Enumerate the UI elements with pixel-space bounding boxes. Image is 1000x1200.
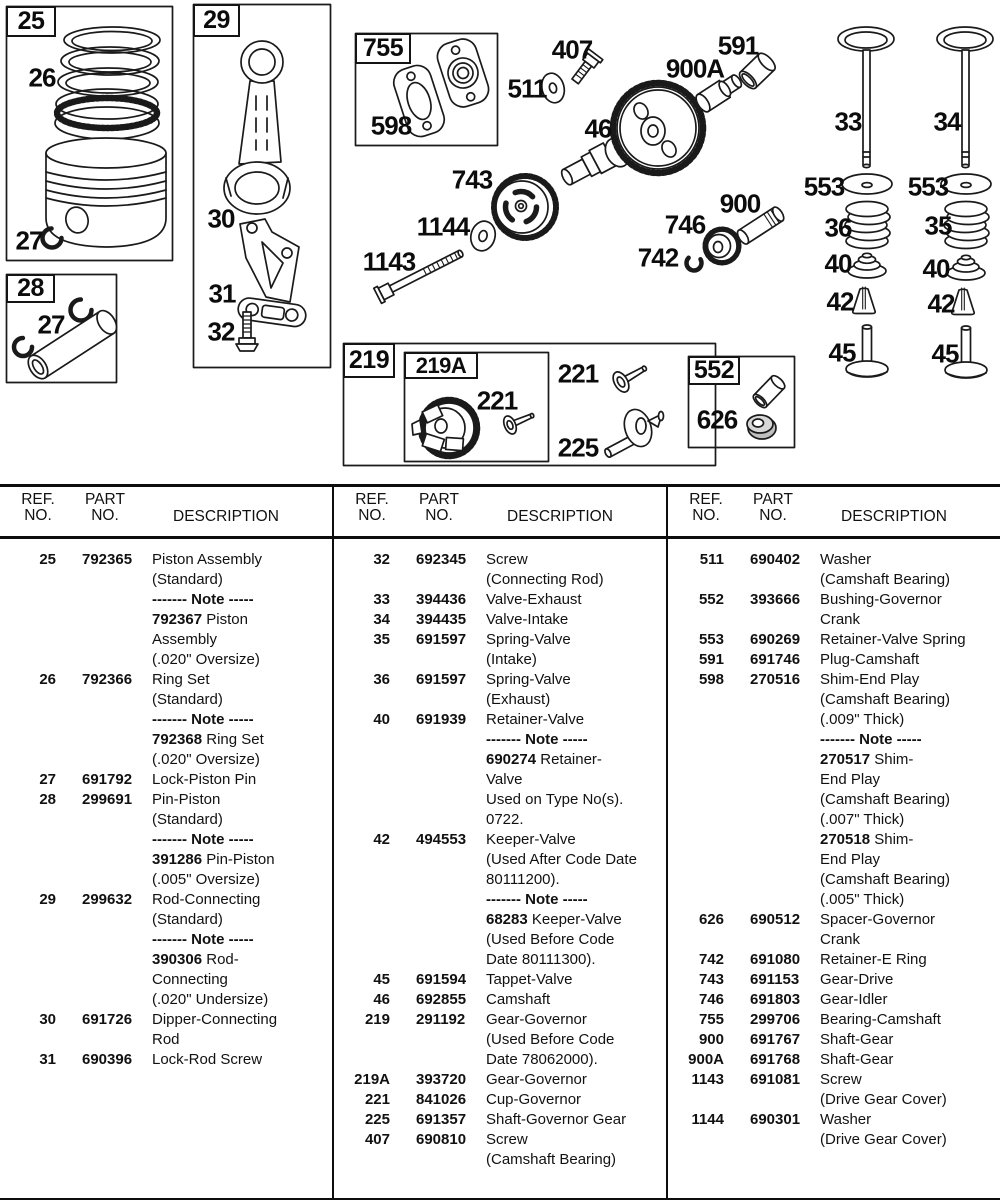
callout-31: 31 — [208, 278, 236, 309]
table-row-900A — [668, 1050, 1000, 1070]
table-row-598 — [668, 670, 1000, 910]
callout-591: 591 — [717, 30, 759, 61]
table-row-511 — [668, 550, 1000, 590]
ref-no: 219 — [364, 1011, 390, 1028]
table-row-33 — [334, 590, 666, 610]
ref-no: 28 — [39, 791, 56, 808]
table-row-742 — [668, 950, 1000, 970]
description: Ring Set (Standard) ------- Note ----- 792368 Ring Set (.020" Oversize) — [152, 671, 264, 768]
table-row-35 — [334, 630, 666, 670]
callout-743: 743 — [451, 164, 493, 195]
table-row-219A — [334, 1070, 666, 1090]
part-no: 691594 — [416, 971, 467, 988]
callout-407: 407 — [551, 34, 593, 65]
ref-no: 553 — [698, 631, 724, 648]
table-header — [0, 487, 332, 539]
header-part-no: PART NO. — [753, 491, 793, 524]
part-no: 691597 — [416, 631, 467, 648]
callout-40: 40 — [922, 253, 950, 284]
part-no: 690810 — [416, 1131, 467, 1148]
table-row-552 — [668, 590, 1000, 630]
callout-1143: 1143 — [362, 246, 416, 277]
callout-511: 511 — [507, 73, 547, 104]
part-no: 690402 — [750, 551, 801, 568]
part-no: 692855 — [416, 991, 467, 1008]
header-part-no: PART NO. — [85, 491, 125, 524]
ref-no: 27 — [39, 771, 56, 788]
ref-no: 755 — [698, 1011, 724, 1028]
table-row-755 — [668, 1010, 1000, 1030]
description: Gear-Governor (Used Before Code Date 78062000). — [486, 1011, 615, 1068]
part-no: 691597 — [416, 671, 467, 688]
header-description: DESCRIPTION — [173, 508, 279, 525]
part-no: 691768 — [750, 1051, 801, 1068]
part-no: 394435 — [416, 611, 467, 628]
part-no: 494553 — [416, 831, 467, 848]
header-ref-no: REF. NO. — [21, 491, 55, 524]
part-no: 691792 — [82, 771, 133, 788]
callout-30: 30 — [207, 203, 235, 234]
ref-no: 743 — [698, 971, 724, 988]
header-description: DESCRIPTION — [507, 508, 613, 525]
callout-26: 26 — [28, 62, 56, 93]
table-row-27 — [0, 770, 332, 790]
part-no: 691767 — [750, 1031, 801, 1048]
part-no: 299632 — [82, 891, 133, 908]
ref-no: 746 — [698, 991, 724, 1008]
table-row-26 — [0, 670, 332, 770]
ref-no: 42 — [373, 831, 390, 848]
description: Washer (Camshaft Bearing) — [820, 551, 951, 588]
callout-746: 746 — [664, 209, 706, 240]
ref-no: 225 — [364, 1111, 390, 1128]
header-part-no: PART NO. — [419, 491, 459, 524]
description: Rod-Connecting (Standard) ------- Note ----- 390306 Rod- Connecting (.020" Undersize) — [152, 891, 269, 1008]
table-row-28 — [0, 790, 332, 890]
table-row-553 — [668, 630, 1000, 650]
part-no: 394436 — [416, 591, 467, 608]
description: Spring-Valve (Intake) — [486, 631, 571, 668]
ref-no: 626 — [698, 911, 724, 928]
parts-table — [0, 484, 1000, 1200]
callout-598: 598 — [370, 110, 412, 141]
description: Valve-Exhaust — [486, 591, 582, 608]
ref-chip-28: 28 — [6, 274, 55, 303]
ref-no: 900A — [688, 1051, 724, 1068]
table-row-42 — [334, 830, 666, 970]
ref-no: 31 — [39, 1051, 56, 1068]
ref-no: 40 — [373, 711, 390, 728]
description: Tappet-Valve — [486, 971, 573, 988]
table-body — [334, 539, 666, 1170]
description: Spring-Valve (Exhaust) — [486, 671, 571, 708]
callout-221: 221 — [557, 358, 599, 389]
table-column-1 — [0, 487, 332, 1198]
ref-no: 511 — [699, 551, 724, 568]
table-row-900 — [668, 1030, 1000, 1050]
part-no: 691803 — [750, 991, 801, 1008]
table-row-219 — [334, 1010, 666, 1070]
callout-36: 36 — [824, 212, 852, 243]
description: Shim-End Play (Camshaft Bearing) (.009" Thick) ------- Note ----- 270517 Shim- End Play (Camshaft Bearing) (.007" Thick) 270518 Shim- End Play (Camshaft Bearing) (.005" Thick) — [820, 671, 951, 908]
part-no: 792365 — [82, 551, 133, 568]
ref-no: 1143 — [691, 1071, 724, 1088]
description: Screw (Camshaft Bearing) — [486, 1131, 617, 1168]
callout-42: 42 — [826, 286, 854, 317]
table-row-36 — [334, 670, 666, 710]
table-column-3 — [666, 487, 1000, 1198]
table-row-31 — [0, 1050, 332, 1070]
description: Valve-Intake — [486, 611, 569, 628]
callout-27: 27 — [15, 225, 43, 256]
callout-900A: 900A — [665, 53, 725, 84]
part-no: 291192 — [416, 1011, 466, 1028]
ref-chip-219A: 219A — [404, 352, 478, 379]
part-no: 690269 — [750, 631, 801, 648]
header-ref-no: REF. NO. — [355, 491, 389, 524]
ref-no: 45 — [373, 971, 390, 988]
callout-626: 626 — [696, 404, 738, 435]
table-row-1143 — [668, 1070, 1000, 1110]
part-no: 393666 — [750, 591, 801, 608]
table-row-407 — [334, 1130, 666, 1170]
table-header — [668, 487, 1000, 539]
description: Cup-Governor — [486, 1091, 582, 1108]
ref-chip-755: 755 — [355, 33, 411, 64]
ref-no: 26 — [39, 671, 56, 688]
part-no: 299706 — [750, 1011, 801, 1028]
part-no: 270516 — [750, 671, 801, 688]
table-row-1144 — [668, 1110, 1000, 1150]
table-row-225 — [334, 1110, 666, 1130]
part-no: 690301 — [750, 1111, 801, 1128]
ref-no: 32 — [373, 551, 390, 568]
table-body — [0, 539, 332, 1070]
description: Gear-Governor — [486, 1071, 587, 1088]
description: Pin-Piston (Standard) ------- Note ----- 391286 Pin-Piston (.005" Oversize) — [152, 791, 275, 888]
ref-chip-25: 25 — [6, 6, 56, 37]
table-row-32 — [334, 550, 666, 590]
part-no: 841026 — [416, 1091, 467, 1108]
callout-40: 40 — [824, 248, 852, 279]
ref-no: 900 — [698, 1031, 724, 1048]
callout-45: 45 — [828, 337, 856, 368]
ref-chip-29: 29 — [193, 4, 240, 37]
part-no: 690512 — [750, 911, 801, 928]
callout-35: 35 — [924, 210, 952, 241]
table-row-46 — [334, 990, 666, 1010]
description: Dipper-Connecting Rod — [152, 1011, 278, 1048]
description: Screw (Connecting Rod) — [486, 551, 604, 588]
description: Gear-Idler — [820, 991, 888, 1008]
table-row-743 — [668, 970, 1000, 990]
ref-no: 591 — [698, 651, 724, 668]
ref-no: 35 — [373, 631, 390, 648]
part-no: 691153 — [750, 971, 800, 988]
callout-32: 32 — [207, 316, 235, 347]
ref-no: 407 — [364, 1131, 390, 1148]
callout-27: 27 — [37, 309, 65, 340]
ref-no: 30 — [39, 1011, 56, 1028]
ref-no: 552 — [698, 591, 724, 608]
description: Plug-Camshaft — [820, 651, 920, 668]
exploded-diagram — [0, 0, 1000, 484]
description: Spacer-Governor Crank — [820, 911, 936, 948]
description: Lock-Rod Screw — [152, 1051, 263, 1068]
callout-742: 742 — [637, 242, 679, 273]
part-no: 691726 — [82, 1011, 133, 1028]
callout-900: 900 — [719, 188, 761, 219]
table-row-40 — [334, 710, 666, 830]
table-row-30 — [0, 1010, 332, 1050]
part-no: 691081 — [750, 1071, 801, 1088]
header-ref-no: REF. NO. — [689, 491, 723, 524]
description: Screw (Drive Gear Cover) — [820, 1071, 947, 1108]
callout-45: 45 — [931, 338, 959, 369]
ref-no: 33 — [373, 591, 390, 608]
part-no: 691080 — [750, 951, 801, 968]
ref-no: 25 — [39, 551, 56, 568]
description: Camshaft — [486, 991, 551, 1008]
diagram-labels — [0, 0, 1000, 484]
part-no: 393720 — [416, 1071, 467, 1088]
table-body — [668, 539, 1000, 1150]
ref-no: 29 — [39, 891, 56, 908]
callout-553: 553 — [803, 171, 845, 202]
description: Keeper-Valve (Used After Code Date 80111200). ------- Note ----- 68283 Keeper-Valve (Used Before Code Date 80111300). — [486, 831, 637, 968]
table-row-746 — [668, 990, 1000, 1010]
part-no: 690396 — [82, 1051, 133, 1068]
callout-33: 33 — [834, 106, 862, 137]
part-no: 792366 — [82, 671, 133, 688]
ref-no: 36 — [373, 671, 390, 688]
part-no: 691939 — [416, 711, 467, 728]
ref-chip-552: 552 — [688, 356, 740, 385]
table-row-626 — [668, 910, 1000, 950]
callout-42: 42 — [927, 288, 955, 319]
ref-no: 34 — [373, 611, 390, 628]
ref-no: 221 — [364, 1091, 390, 1108]
description: Bearing-Camshaft — [820, 1011, 941, 1028]
description: Shaft-Gear — [820, 1031, 894, 1048]
part-no: 691357 — [416, 1111, 467, 1128]
description: Piston Assembly (Standard) ------- Note ----- 792367 Piston Assembly (.020" Oversize) — [152, 551, 263, 668]
ref-no: 598 — [698, 671, 724, 688]
callout-46: 46 — [584, 113, 612, 144]
table-row-25 — [0, 550, 332, 670]
description: Retainer-E Ring — [820, 951, 927, 968]
table-column-2 — [332, 487, 666, 1198]
part-no: 299691 — [82, 791, 133, 808]
callout-553: 553 — [907, 171, 949, 202]
callout-34: 34 — [933, 106, 961, 137]
table-row-221 — [334, 1090, 666, 1110]
header-description: DESCRIPTION — [841, 508, 947, 525]
description: Shaft-Gear — [820, 1051, 894, 1068]
description: Shaft-Governor Gear — [486, 1111, 627, 1128]
description: Retainer-Valve ------- Note ----- 690274 Retainer- Valve Used on Type No(s). 0722. — [486, 711, 624, 828]
table-row-45 — [334, 970, 666, 990]
part-no: 692345 — [416, 551, 467, 568]
table-header — [334, 487, 666, 539]
ref-no: 219A — [354, 1071, 390, 1088]
ref-chip-219: 219 — [343, 343, 395, 378]
table-row-34 — [334, 610, 666, 630]
description: Bushing-Governor Crank — [820, 591, 942, 628]
part-no: 691746 — [750, 651, 801, 668]
table-row-591 — [668, 650, 1000, 670]
ref-no: 1144 — [691, 1111, 724, 1128]
description: Washer (Drive Gear Cover) — [820, 1111, 947, 1148]
callout-1144: 1144 — [416, 211, 470, 242]
ref-no: 742 — [698, 951, 724, 968]
description: Retainer-Valve Spring — [820, 631, 966, 648]
callout-225: 225 — [557, 432, 599, 463]
ref-no: 46 — [373, 991, 390, 1008]
description: Gear-Drive — [820, 971, 894, 988]
description: Lock-Piston Pin — [152, 771, 257, 788]
callout-221: 221 — [476, 385, 518, 416]
table-row-29 — [0, 890, 332, 1010]
